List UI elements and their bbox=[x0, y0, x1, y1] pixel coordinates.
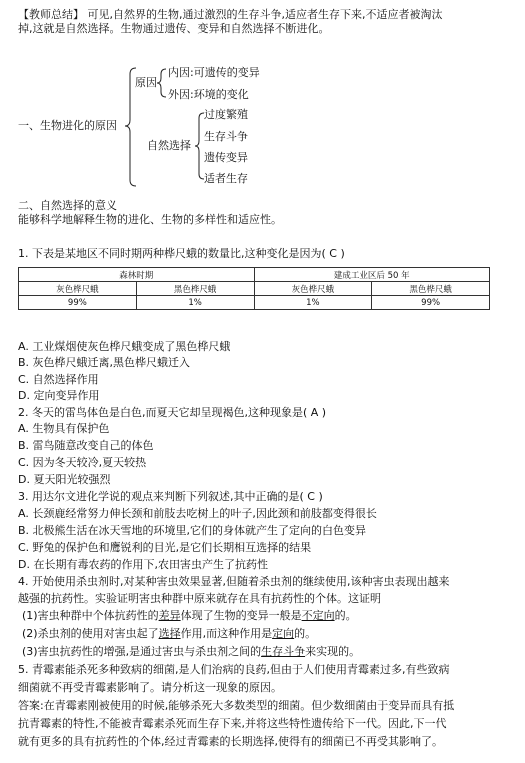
q2-option-d: D. 夏天阳光较强烈 bbox=[18, 473, 111, 486]
q3-option-c: C. 野兔的保护色和鹰锐利的目光,是它们长期相互选择的结果 bbox=[18, 541, 312, 554]
diagram-step-2: 生存斗争 bbox=[204, 130, 248, 143]
q3-stem: 3. 用达尔文进化学说的观点来判断下列叙述,其中正确的是( C ) bbox=[18, 490, 323, 503]
q4-sub-2: (2)杀虫剂的使用对害虫起了选择作用,而这种作用是定向的。 bbox=[22, 627, 317, 640]
q1-option-d: D. 定向变异作用 bbox=[18, 389, 100, 402]
diagram-step-4: 适者生存 bbox=[204, 172, 248, 185]
answer-blank: 生存斗争 bbox=[261, 645, 306, 658]
table-col-2: 黑色桦尺蛾 bbox=[136, 282, 254, 296]
table-col-3: 灰色桦尺蛾 bbox=[254, 282, 372, 296]
intro-line-1: 【教师总结】 可见,自然界的生物,通过激烈的生存斗争,适应者生存下来,不适应者被淘汰 bbox=[18, 8, 443, 21]
q2-option-b: B. 雷鸟随意改变自己的体色 bbox=[18, 439, 154, 452]
diagram-step-1: 过度繁殖 bbox=[204, 108, 248, 121]
q2-option-c: C. 因为冬天较冷,夏天较热 bbox=[18, 456, 147, 469]
q2-option-a: A. 生物具有保护色 bbox=[18, 422, 110, 435]
q3-option-b: B. 北极熊生活在冰天雪地的环境里,它们的身体就产生了定向的白色变异 bbox=[18, 524, 367, 537]
table-cell: 1% bbox=[136, 296, 254, 310]
table-cell: 1% bbox=[254, 296, 372, 310]
section2-text: 能够科学地解释生物的进化、生物的多样性和适应性。 bbox=[18, 213, 282, 226]
diagram-root: 一、生物进化的原因 bbox=[18, 119, 117, 132]
q1-table bbox=[18, 267, 490, 310]
q4-sub-3: (3)害虫抗药性的增强,是通过害虫与杀虫剂之间的生存斗争来实现的。 bbox=[22, 645, 361, 658]
q5-answer-3: 就有更多的具有抗药性的个体,经过青霉素的长期选择,使得有的细菌已不再受其影响了。 bbox=[18, 735, 443, 748]
q5-stem-2: 细菌就不再受青霉素影响了。请分析这一现象的原因。 bbox=[18, 681, 282, 694]
diagram-selection: 自然选择 bbox=[147, 139, 191, 152]
q4-sub-1: (1)害虫种群中个体抗药性的差异体现了生物的变异一般是不定向的。 bbox=[22, 609, 357, 622]
diagram-external: 外因:环境的变化 bbox=[168, 88, 249, 101]
answer-blank: 选择 bbox=[158, 627, 181, 640]
q5-stem-1: 5. 青霉素能杀死多种致病的细菌,是人们治病的良药,但由于人们使用青霉素过多,有些致病 bbox=[18, 663, 450, 676]
table-cell: 99% bbox=[372, 296, 490, 310]
q5-answer-2: 抗青霉素的特性,不能被青霉素杀死而生存下来,并将这些特性遗传给下一代。因此,下一代 bbox=[18, 717, 447, 730]
table-col-1: 灰色桦尺蛾 bbox=[19, 282, 137, 296]
diagram-internal: 内因:可遗传的变异 bbox=[168, 66, 260, 79]
intro-line-2: 掉,这就是自然选择。生物通过遗传、变异和自然选择不断进化。 bbox=[18, 22, 330, 35]
q2-stem: 2. 冬天的雷鸟体色是白色,而夏天它却呈现褐色,这种现象是( A ) bbox=[18, 406, 327, 419]
diagram-step-3: 遗传变异 bbox=[204, 151, 248, 164]
answer-blank: 差异 bbox=[158, 609, 181, 622]
q3-option-a: A. 长颈鹿经常努力伸长颈和前肢去吃树上的叶子,因此颈和前肢都变得很长 bbox=[18, 507, 377, 520]
answer-blank: 不定向 bbox=[301, 609, 335, 622]
answer-blank: 定向 bbox=[272, 627, 295, 640]
table-cell: 99% bbox=[19, 296, 137, 310]
table-group-1: 森林时期 bbox=[19, 268, 255, 282]
q4-stem-2: 越强的抗药性。实验证明害虫种群中原来就存在具有抗药性的个体。这证明 bbox=[18, 592, 381, 605]
q5-answer-1: 答案:在青霉素刚被使用的时候,能够杀死大多数类型的细菌。但少数细菌由于变异而具有抵 bbox=[18, 699, 455, 712]
table-group-2: 建成工业区后 50 年 bbox=[254, 268, 490, 282]
q1-option-b: B. 灰色桦尺蛾迁离,黑色桦尺蛾迁入 bbox=[18, 356, 191, 369]
brace-diagram bbox=[0, 0, 525, 200]
q1-stem: 1. 下表是某地区不同时期两种桦尺蛾的数量比,这种变化是因为( C ) bbox=[18, 247, 345, 260]
diagram-cause: 原因 bbox=[135, 76, 157, 89]
q4-stem-1: 4. 开始使用杀虫剂时,对某种害虫效果显著,但随着杀虫剂的继续使用,该种害虫表现出越来 bbox=[18, 575, 450, 588]
section2-title: 二、自然选择的意义 bbox=[18, 199, 117, 212]
q3-option-d: D. 在长期有毒农药的作用下,农田害虫产生了抗药性 bbox=[18, 558, 268, 571]
q1-option-a: A. 工业煤烟使灰色桦尺蛾变成了黑色桦尺蛾 bbox=[18, 340, 231, 353]
q1-option-c: C. 自然选择作用 bbox=[18, 373, 99, 386]
table-col-4: 黑色桦尺蛾 bbox=[372, 282, 490, 296]
